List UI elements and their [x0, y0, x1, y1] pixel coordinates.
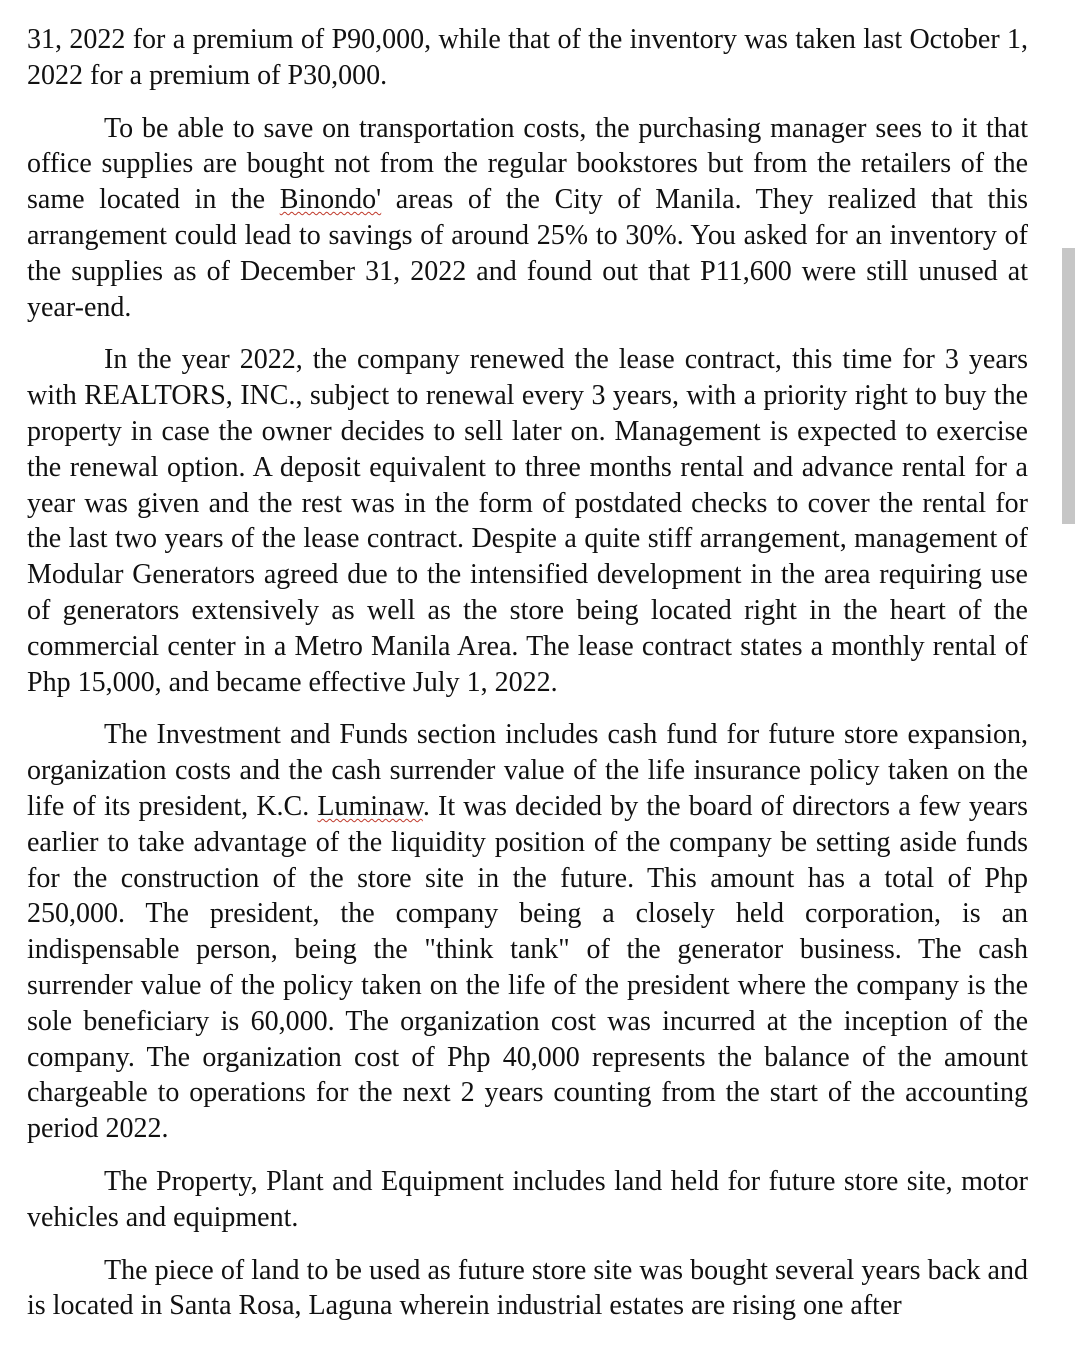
text-segment: To be able to save on transportation costs, the purchasing manager sees to it that office supplies are bought not from the regular bookstores but from the retailers of the same located in the: [27, 112, 1028, 216]
text-segment: areas of the City of Manila. They realized that this arrangement could lead to savings of around 25% to 30%. You asked for an inventory of the supplies as of December 31, 2022 and found out that P11,600 were still unused at year-end.: [27, 184, 1029, 323]
text-segment: The piece of land to be used as future store site was bought several years back and is located in Santa Rosa, Laguna wherein industrial estates are rising one after: [27, 1254, 1028, 1322]
paragraph-lease-contract: [27, 342, 1028, 700]
paragraph-investment-funds: [27, 717, 1028, 1147]
text-segment: In the year 2022, the company renewed the lease contract, this time for 3 years with REALTORS, INC., subject to renewal every 3 years, with a priority right to buy the property in case the owner decides to sell later on. Management is expected to exercise the renewal option. A deposit equivalent to three months rental and advance rental for a year was given and the rest was in the form of postdated checks to cover the rental for the last two years of the lease contract. Despite a quite stiff arrangement, management of Modular Generators agreed due to the intensified development in the area requiring use of generators extensively as well as the store being located right in the heart of the commercial center in a Metro Manila Area. The lease contract states a monthly rental of Php 15,000, and became effective July 1, 2022.: [27, 344, 1028, 698]
document-body: [27, 22, 1028, 1341]
scrollbar-thumb[interactable]: [1062, 248, 1075, 524]
text-segment: The Property, Plant and Equipment includes land held for future store site, motor vehicles and equipment.: [27, 1165, 1028, 1233]
paragraph-land: [27, 1253, 1028, 1325]
misspelled-word[interactable]: Luminaw: [317, 790, 423, 822]
text-segment: . It was decided by the board of directors a few years earlier to take advantage of the liquidity position of the company be setting aside funds for the construction of the store site in the future. This amount has a total of Php 250,000. The president, the company being a closely held corporation, is an indispensable person, being the "think tank" of the generator business. The cash surrender value of the policy taken on the life of the president where the company is the sole beneficiary is 60,000. The organization cost was incurred at the inception of the company. The organization cost of Php 40,000 represents the balance of the amount chargeable to operations for the next 2 years counting from the start of the accounting period 2022.: [27, 790, 1028, 1145]
text-segment: 31, 2022 for a premium of P90,000, while that of the inventory was taken last October 1, 2022 for a premium of P30,000.: [27, 24, 1028, 91]
paragraph-office-supplies: [27, 111, 1028, 326]
paragraph-insurance-premiums: [27, 22, 1028, 94]
misspelled-word[interactable]: Binondo': [279, 184, 382, 216]
text-segment: The Investment and Funds section includes cash fund for future store expansion, organization costs and the cash surrender value of the life insurance policy taken on the life of its president, K.C.: [27, 719, 1028, 822]
paragraph-property-plant-equipment: [27, 1164, 1028, 1236]
